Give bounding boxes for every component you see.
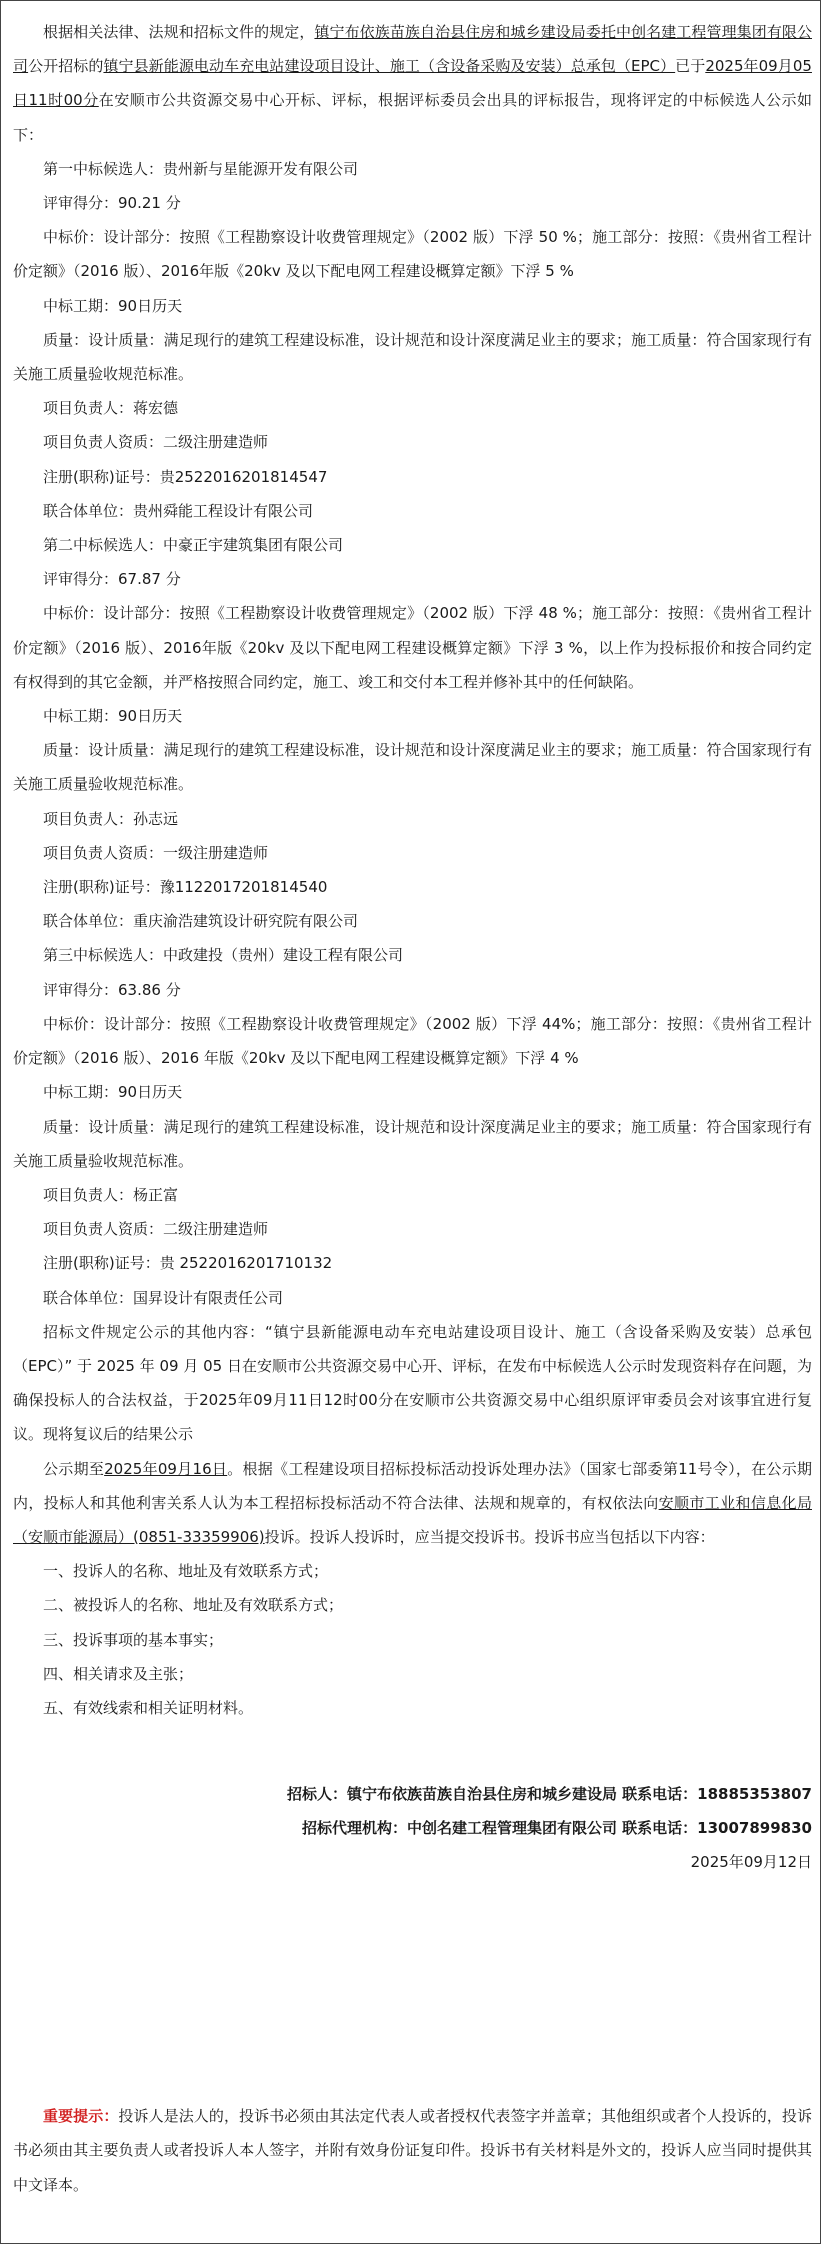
intro-text-2: 公开招标的 [28, 57, 104, 76]
candidate-1-partner: 联合体单位：贵州舜能工程设计有限公司 [43, 501, 314, 520]
candidate-2-name: 第二中标候选人：中豪正宇建筑集团有限公司 [43, 536, 344, 555]
agency-signature: 招标代理机构：中创名建工程管理集团有限公司 联系电话：13007899830 [301, 1819, 812, 1838]
candidate-1-qualification: 项目负责人资质：二级注册建造师 [43, 433, 269, 452]
complaint-item: 四、相关请求及主张； [43, 1664, 194, 1683]
candidate-2-price: 中标价：设计部分：按照《工程勘察设计收费管理规定》（2002 版）下浮 48 %；施工部分：按照：《贵州省工程计价定额》（2016 版）、2016年版《20kv 及以下配电网工程建设概算定额》下浮 3 %，以上作为投标报价和按合同约定有权得到的其它金额，并严格按照合同约定，施工、竣工和交付本工程并修补其中的任何缺陷。 [13, 604, 812, 691]
important-note-label: 重要提示： [43, 2107, 119, 2126]
candidate-2-score: 评审得分：67.87 分 [43, 570, 181, 589]
candidate-3-qualification: 项目负责人资质：二级注册建造师 [43, 1220, 269, 1239]
project-name: 镇宁县新能源电动车充电站建设项目设计、施工（含设备采购及安装）总承包（EPC） [103, 57, 676, 76]
candidate-1-name: 第一中标候选人：贵州新与星能源开发有限公司 [43, 159, 359, 178]
candidate-1-manager: 项目负责人：蒋宏德 [43, 399, 179, 418]
tenderer-name: 镇宁布依族苗族自治县住房和城乡建设局委托中创名建工程管理集团有限公司 [13, 23, 812, 76]
complaint-item: 三、投诉事项的基本事实； [43, 1630, 224, 1649]
important-note [13, 2099, 812, 2202]
candidate-1-quality: 质量：设计质量：满足现行的建筑工程建设标准，设计规范和设计深度满足业主的要求；施工质量：符合国家现行有关施工质量验收规范标准。 [13, 330, 812, 384]
period-text-1: 公示期至 [43, 1459, 105, 1478]
intro-paragraph [13, 15, 812, 152]
intro-text-3: 已于 [675, 57, 706, 76]
candidate-3-period: 中标工期：90日历天 [43, 1083, 183, 1102]
complaint-item: 二、被投诉人的名称、地址及有效联系方式； [43, 1596, 344, 1615]
complaint-authority: 安顺市工业和信息化局（安顺市能源局）(0851-33359906) [13, 1493, 812, 1546]
publicity-period-paragraph [13, 1452, 812, 1555]
candidate-2-quality: 质量：设计质量：满足现行的建筑工程建设标准，设计规范和设计深度满足业主的要求；施工质量：符合国家现行有关施工质量验收规范标准。 [13, 741, 812, 794]
candidate-2-partner: 联合体单位：重庆渝浩建筑设计研究院有限公司 [43, 912, 359, 931]
candidate-3-price: 中标价：设计部分：按照《工程勘察设计收费管理规定》（2002 版）下浮 44%；施工部分：按照：《贵州省工程计价定额》（2016 版）、2016 年版《20kv 及以下配电网工程建设概算定额》下浮 4 % [13, 1014, 812, 1068]
tenderer-signature: 招标人：镇宁布依族苗族自治县住房和城乡建设局 联系电话：18885353807 [286, 1785, 812, 1804]
candidate-1-score: 评审得分：90.21 分 [43, 194, 181, 213]
candidate-3-quality: 质量：设计质量：满足现行的建筑工程建设标准，设计规范和设计深度满足业主的要求；施工质量：符合国家现行有关施工质量验收规范标准。 [13, 1117, 812, 1170]
candidate-3-cert: 注册(职称)证号：贵 2522016201710132 [43, 1254, 333, 1273]
intro-text-1: 根据相关法律、法规和招标文件的规定， [43, 23, 315, 41]
candidate-1-period: 中标工期：90日历天 [43, 296, 183, 315]
period-text-2: 。根据《工程建设项目招标投标活动投诉处理办法》（国家七部委第11号令），在公示期内，投标人和其他利害关系人认为本工程招标投标活动不符合法律、法规和规章的，有权依法向 [13, 1459, 812, 1512]
complaint-item: 五、有效线索和相关证明材料。 [43, 1698, 254, 1717]
candidate-3-score: 评审得分：63.86 分 [43, 980, 181, 999]
important-note-text: 投诉人是法人的，投诉书必须由其法定代表人或者授权代表签字并盖章；其他组织或者个人投诉的，投诉书必须由其主要负责人或者投诉人本人签字，并附有效身份证复印件。投诉书有关材料是外文的，投诉人应当同时提供其中文译本。 [13, 2107, 812, 2194]
candidate-2-qualification: 项目负责人资质：一级注册建造师 [43, 843, 269, 862]
intro-text-4: 在安顺市公共资源交易中心开标、评标，根据评标委员会出具的评标报告，现将评定的中标候选人公示如下： [13, 91, 812, 144]
candidate-3-manager: 项目负责人：杨正富 [43, 1185, 179, 1204]
notice-body [13, 15, 812, 2202]
candidate-3-partner: 联合体单位：国昇设计有限责任公司 [43, 1288, 284, 1307]
period-end-date: 2025年09月16日 [104, 1459, 228, 1478]
review-paragraph: 招标文件规定公示的其他内容：“镇宁县新能源电动车充电站建设项目设计、施工（含设备采购及安装）总承包（EPC）” 于 2025 年 09 月 05 日在安顺市公共资源交易中心开、评标，在发布中标候选人公示时发现资料存在问题，为确保投标人的合法权益，于2025年09月11日12时00分在安顺市公共资源交易中心组织原评审委员会对该事宜进行复议。现将复议后的结果公示 [13, 1322, 812, 1444]
opening-time: 2025年09月05日11时00分 [13, 57, 812, 110]
candidate-2-period: 中标工期：90日历天 [43, 707, 183, 726]
candidate-2-manager: 项目负责人：孙志远 [43, 809, 179, 828]
candidate-1-price: 中标价：设计部分：按照《工程勘察设计收费管理规定》（2002 版）下浮 50 %；施工部分：按照：《贵州省工程计价定额》（2016 版）、2016年版《20kv 及以下配电网工程建设概算定额》下浮 5 % [13, 228, 812, 281]
period-text-3: 投诉。投诉人投诉时，应当提交投诉书。投诉书应当包括以下内容： [264, 1527, 715, 1546]
complaint-item: 一、投诉人的名称、地址及有效联系方式； [43, 1562, 329, 1581]
notice-date: 2025年09月12日 [690, 1853, 812, 1872]
candidate-3-name: 第三中标候选人：中政建投（贵州）建设工程有限公司 [43, 946, 404, 965]
candidate-2-cert: 注册(职称)证号：豫1122017201814540 [43, 878, 328, 897]
candidate-1-cert: 注册(职称)证号：贵2522016201814547 [43, 467, 328, 486]
